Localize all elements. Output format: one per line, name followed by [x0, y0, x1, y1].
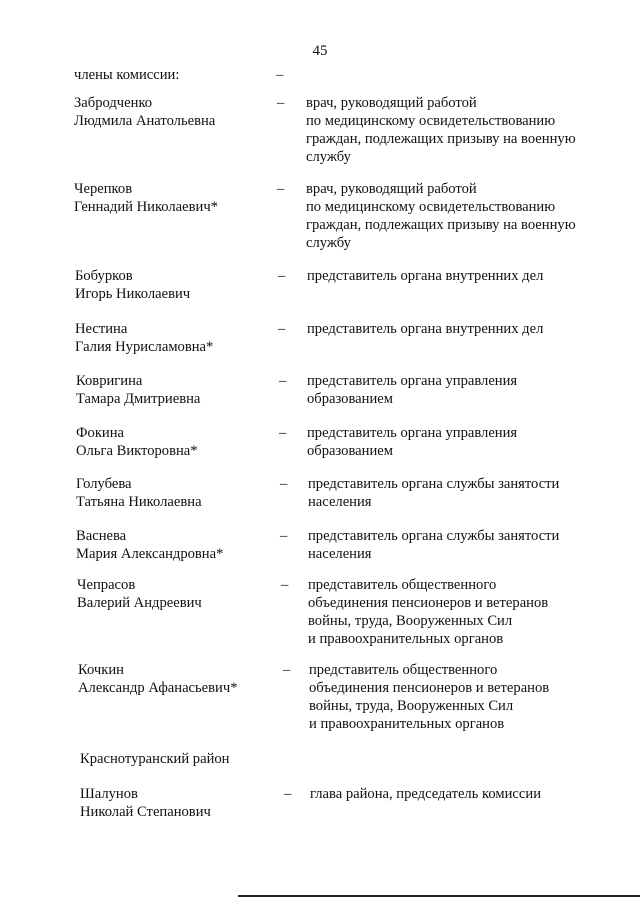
role-line: представитель общественного	[308, 577, 497, 593]
member-name	[75, 267, 190, 303]
member-role	[308, 576, 638, 648]
member-role	[306, 180, 636, 252]
role-line: представитель органа управления	[307, 373, 518, 389]
given-names: Галия Нурисламовна*	[75, 339, 214, 355]
member-name	[76, 475, 202, 511]
member-role	[308, 527, 638, 563]
member-name	[76, 527, 223, 563]
role-line: службу	[306, 235, 351, 251]
given-names: Геннадий Николаевич*	[74, 199, 218, 215]
given-names: Мария Александровна*	[76, 546, 224, 562]
surname: Нестина	[75, 321, 128, 337]
role-line: представитель органа службы занятости	[308, 528, 560, 544]
member-name	[74, 180, 218, 216]
role-line: образованием	[307, 443, 393, 459]
dash: –	[277, 181, 285, 197]
given-names: Александр Афанасьевич*	[78, 680, 238, 696]
given-names: Тамара Дмитриевна	[76, 391, 201, 407]
role-line: представитель общественного	[309, 662, 498, 678]
role-line: и правоохранительных органов	[309, 716, 505, 732]
member-role	[307, 320, 637, 338]
role-line: войны, труда, Вооруженных Сил	[309, 698, 514, 714]
role-line: представитель органа службы занятости	[308, 476, 560, 492]
member-name	[78, 661, 238, 697]
role-line: граждан, подлежащих призыву на военную	[306, 217, 576, 233]
member-role	[307, 424, 637, 460]
given-names: Николай Степанович	[80, 804, 211, 820]
members-label: члены комиссии:	[74, 67, 180, 83]
surname: Фокина	[76, 425, 125, 441]
dash: –	[283, 662, 291, 678]
given-names: Валерий Андреевич	[77, 595, 202, 611]
surname: Чепрасов	[77, 577, 136, 593]
member-role	[309, 661, 639, 733]
role-line: представитель органа управления	[307, 425, 518, 441]
dash: –	[277, 95, 285, 111]
dash: –	[281, 577, 289, 593]
given-names: Игорь Николаевич	[75, 286, 191, 302]
member-role	[306, 94, 636, 166]
role-line: войны, труда, Вооруженных Сил	[308, 613, 513, 629]
role-line: объединения пенсионеров и ветеранов	[309, 680, 550, 696]
role-line: врач, руководящий работой	[306, 95, 477, 111]
footer-rule	[238, 895, 640, 897]
dash: –	[279, 373, 287, 389]
dash: –	[278, 268, 286, 284]
role-line: населения	[308, 494, 372, 510]
surname: Черепков	[74, 181, 133, 197]
dash: –	[280, 476, 288, 492]
surname: Кочкин	[78, 662, 124, 678]
dash: –	[284, 786, 292, 802]
dash: –	[276, 67, 284, 83]
member-role	[308, 475, 638, 511]
member-name	[74, 94, 215, 130]
role-line: населения	[308, 546, 372, 562]
surname: Ковригина	[76, 373, 143, 389]
role-line: представитель органа внутренних дел	[307, 268, 544, 284]
member-name	[80, 785, 211, 821]
role-line: по медицинскому освидетельствованию	[306, 113, 556, 129]
role-line: и правоохранительных органов	[308, 631, 504, 647]
given-names: Ольга Викторовна*	[76, 443, 198, 459]
dash: –	[280, 528, 288, 544]
role-line: службу	[306, 149, 351, 165]
surname: Голубева	[76, 476, 132, 492]
member-name	[76, 424, 198, 460]
member-name	[75, 320, 213, 356]
surname: Васнева	[76, 528, 127, 544]
given-names: Людмила Анатольевна	[74, 113, 216, 129]
member-name	[76, 372, 200, 408]
member-role	[310, 785, 640, 803]
dash: –	[279, 425, 287, 441]
member-role	[307, 267, 637, 285]
member-role	[307, 372, 637, 408]
role-line: граждан, подлежащих призыву на военную	[306, 131, 576, 147]
surname: Шалунов	[80, 786, 138, 802]
surname: Забродченко	[74, 95, 153, 111]
member-name	[77, 576, 202, 612]
role-line: образованием	[307, 391, 393, 407]
role-line: глава района, председатель комиссии	[310, 786, 542, 802]
surname: Бобурков	[75, 268, 133, 284]
role-line: врач, руководящий работой	[306, 181, 477, 197]
dash: –	[278, 321, 286, 337]
role-line: объединения пенсионеров и ветеранов	[308, 595, 549, 611]
role-line: по медицинскому освидетельствованию	[306, 199, 556, 215]
page-number: 45	[312, 43, 328, 59]
district-heading: Краснотуранский район	[80, 751, 230, 767]
role-line: представитель органа внутренних дел	[307, 321, 544, 337]
given-names: Татьяна Николаевна	[76, 494, 202, 510]
